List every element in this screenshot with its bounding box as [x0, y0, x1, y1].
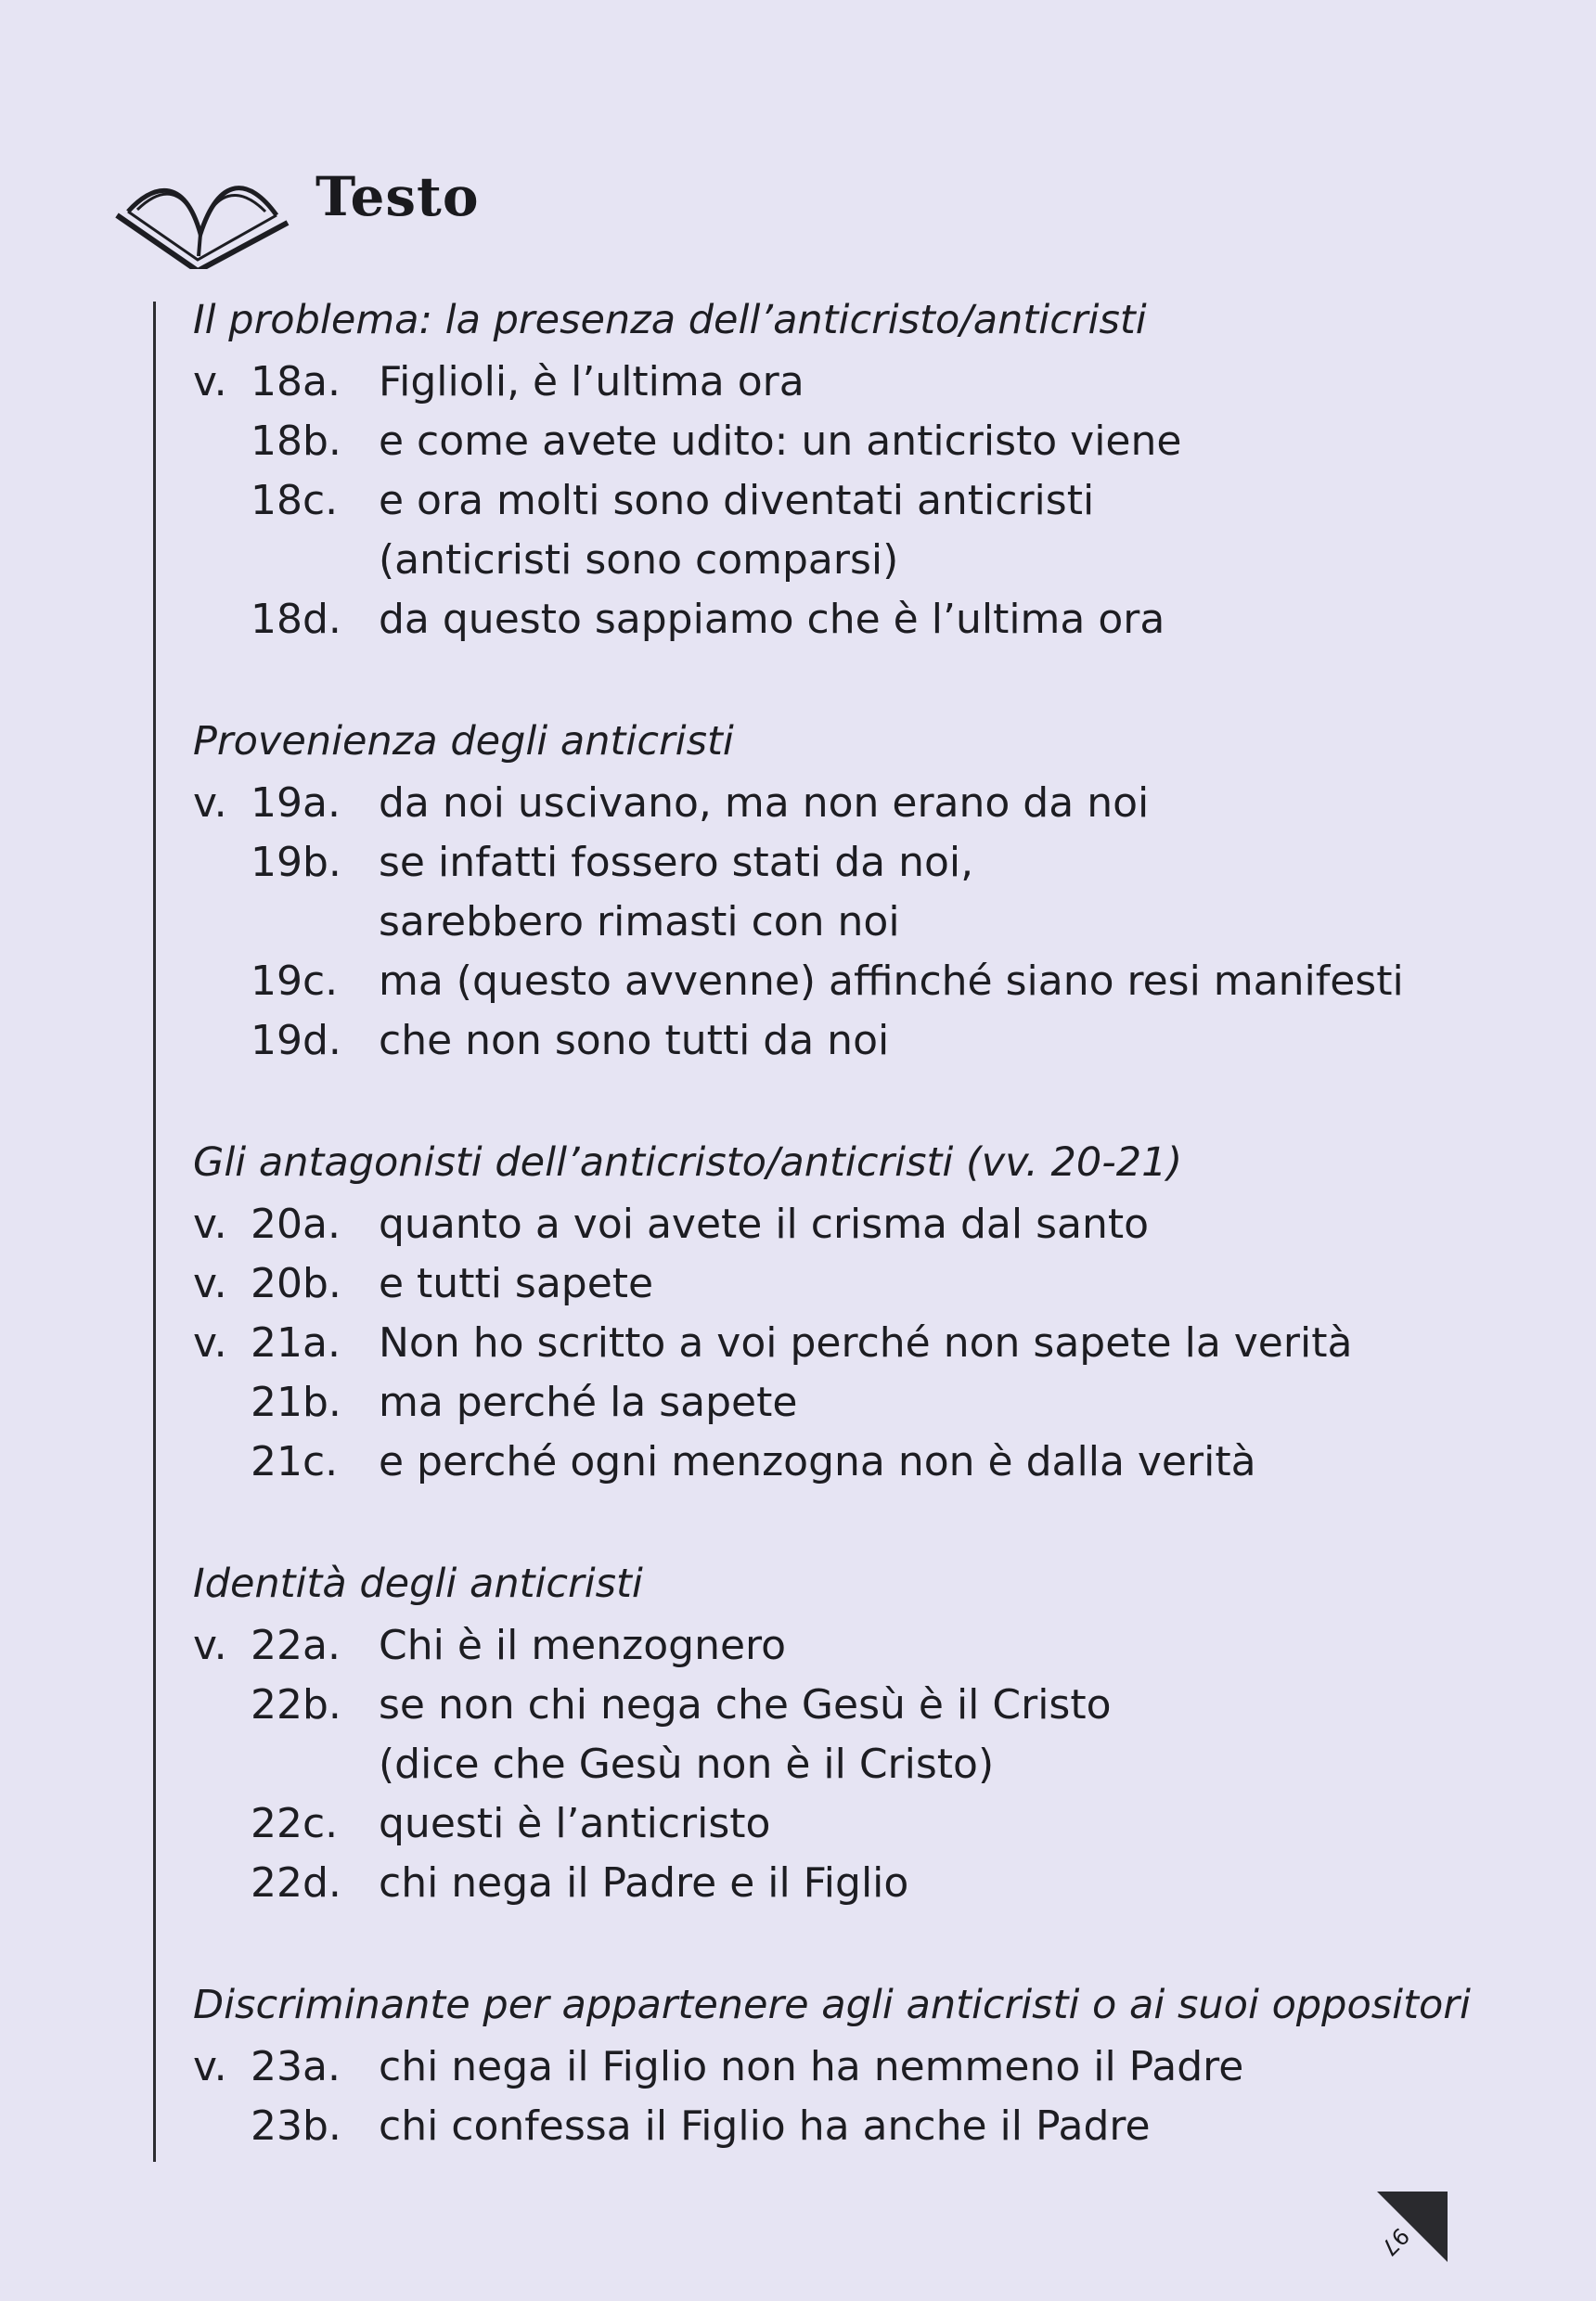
verse-text	[379, 412, 1181, 471]
verse-id: 19b.	[251, 839, 341, 886]
verse-number	[193, 2097, 379, 2156]
verse-number	[193, 590, 379, 649]
vertical-rule	[153, 302, 156, 2162]
page-number: 97	[1375, 2222, 1414, 2261]
verse-line: da questo sappiamo che è l’ultima ora	[379, 596, 1165, 643]
verse-row	[193, 1794, 1483, 1854]
section	[193, 1551, 1483, 1913]
verse-number	[193, 1314, 379, 1373]
verse-line: (anticristi sono comparsi)	[379, 536, 899, 584]
verse-row	[193, 1854, 1483, 1913]
section-title: Discriminante per appartenere agli anticristi o ai suoi oppositori	[193, 1982, 1471, 2028]
verse-row	[193, 590, 1483, 649]
verse-line: che non sono tutti da noi	[379, 1017, 890, 1064]
verse-number	[193, 774, 379, 833]
verse-number	[193, 412, 379, 471]
verse-line: e tutti sapete	[379, 1260, 654, 1307]
verse-row	[193, 412, 1483, 471]
verse-number	[193, 1854, 379, 1913]
verse-id: 22c.	[251, 1800, 339, 1847]
section	[193, 1973, 1483, 2156]
verse-text	[379, 952, 1404, 1011]
verse-row	[193, 2097, 1483, 2156]
verse-number	[193, 1433, 379, 1492]
verse-id: 22d.	[251, 1859, 341, 1907]
verse-row	[193, 1676, 1483, 1794]
verse-text	[379, 353, 804, 412]
verse-id: 18c.	[251, 477, 339, 524]
verse-id: 18b.	[251, 418, 341, 465]
verse-row	[193, 1373, 1483, 1433]
verse-number	[193, 2037, 379, 2097]
verse-number	[193, 1011, 379, 1071]
verse-id: 23a.	[251, 2043, 341, 2090]
verse-text	[379, 1676, 1112, 1794]
heading-title: Testo	[315, 165, 480, 228]
verse-number	[193, 471, 379, 590]
verse-text	[379, 590, 1165, 649]
text-content	[193, 288, 1483, 2216]
section-heading	[109, 130, 666, 269]
verse-row	[193, 1011, 1483, 1071]
verse-prefix: v.	[193, 2043, 227, 2090]
verse-id: 22b.	[251, 1681, 341, 1729]
verse-prefix: v.	[193, 1201, 227, 1248]
verse-line: Non ho scritto a voi perché non sapete la verità	[379, 1319, 1353, 1367]
verse-line: se non chi nega che Gesù è il Cristo	[379, 1681, 1112, 1729]
verse-line: Chi è il menzognero	[379, 1622, 787, 1669]
section	[193, 1130, 1483, 1492]
verse-row	[193, 1314, 1483, 1373]
verse-id: 21a.	[251, 1319, 341, 1367]
verse-line: ma perché la sapete	[379, 1379, 798, 1426]
verse-line: (dice che Gesù non è il Cristo)	[379, 1741, 995, 1788]
verse-line: Figlioli, è l’ultima ora	[379, 358, 804, 405]
verse-id: 19c.	[251, 958, 339, 1005]
verse-row	[193, 1433, 1483, 1492]
verse-text	[379, 471, 1094, 590]
verse-text	[379, 833, 973, 952]
verse-line: e perché ogni menzogna non è dalla verità	[379, 1438, 1256, 1485]
verse-number	[193, 1373, 379, 1433]
verse-id: 18a.	[251, 358, 341, 405]
verse-row	[193, 471, 1483, 590]
verse-line: e ora molti sono diventati anticristi	[379, 477, 1095, 524]
verse-text	[379, 2037, 1243, 2097]
verse-id: 22a.	[251, 1622, 341, 1669]
verse-line: questi è l’anticristo	[379, 1800, 771, 1847]
verse-row	[193, 833, 1483, 952]
verse-number	[193, 1616, 379, 1676]
verse-row	[193, 952, 1483, 1011]
verse-id: 19a.	[251, 779, 341, 827]
verse-row	[193, 353, 1483, 412]
section	[193, 288, 1483, 649]
verse-number	[193, 833, 379, 952]
verse-number	[193, 1195, 379, 1254]
section-title: Gli antagonisti dell’anticristo/anticristi (vv. 20-21)	[193, 1139, 1183, 1186]
verse-number	[193, 1254, 379, 1314]
verse-number	[193, 1676, 379, 1794]
verse-text	[379, 1195, 1149, 1254]
verse-text	[379, 1616, 786, 1676]
verse-text	[379, 1314, 1352, 1373]
verse-number	[193, 1794, 379, 1854]
verse-prefix: v.	[193, 1260, 227, 1307]
verse-line: e come avete udito: un anticristo viene	[379, 418, 1182, 465]
verse-row	[193, 1195, 1483, 1254]
verse-line: ma (questo avvenne) affinché siano resi manifesti	[379, 958, 1404, 1005]
verse-id: 20a.	[251, 1201, 341, 1248]
verse-text	[379, 2097, 1151, 2156]
verse-text	[379, 1011, 889, 1071]
verse-text	[379, 1254, 653, 1314]
verse-text	[379, 1854, 908, 1913]
verse-line: quanto a voi avete il crisma dal santo	[379, 1201, 1150, 1248]
verse-row	[193, 2037, 1483, 2097]
verse-line: da noi uscivano, ma non erano da noi	[379, 779, 1150, 827]
verse-text	[379, 1373, 797, 1433]
verse-row	[193, 1616, 1483, 1676]
section-title: Identità degli anticristi	[193, 1561, 643, 1607]
verse-id: 21b.	[251, 1379, 341, 1426]
verse-id: 23b.	[251, 2102, 341, 2150]
verse-id: 21c.	[251, 1438, 339, 1485]
verse-line: chi nega il Padre e il Figlio	[379, 1859, 909, 1907]
verse-id: 18d.	[251, 596, 341, 643]
verse-id: 19d.	[251, 1017, 341, 1064]
verse-row	[193, 1254, 1483, 1314]
verse-line: chi confessa il Figlio ha anche il Padre	[379, 2102, 1151, 2150]
verse-number	[193, 353, 379, 412]
verse-text	[379, 1433, 1256, 1492]
verse-text	[379, 1794, 770, 1854]
verse-prefix: v.	[193, 1319, 227, 1367]
section-title: Il problema: la presenza dell’anticristo/anticristi	[193, 297, 1147, 343]
section	[193, 709, 1483, 1071]
verse-prefix: v.	[193, 1622, 227, 1669]
verse-row	[193, 774, 1483, 833]
open-book-icon	[109, 130, 295, 269]
verse-line: chi nega il Figlio non ha nemmeno il Padre	[379, 2043, 1244, 2090]
verse-number	[193, 952, 379, 1011]
verse-text	[379, 774, 1149, 833]
section-title: Provenienza degli anticristi	[193, 718, 734, 765]
verse-prefix: v.	[193, 358, 227, 405]
verse-prefix: v.	[193, 779, 227, 827]
verse-line: se infatti fossero stati da noi,	[379, 839, 974, 886]
verse-id: 20b.	[251, 1260, 341, 1307]
verse-line: sarebbero rimasti con noi	[379, 898, 900, 945]
